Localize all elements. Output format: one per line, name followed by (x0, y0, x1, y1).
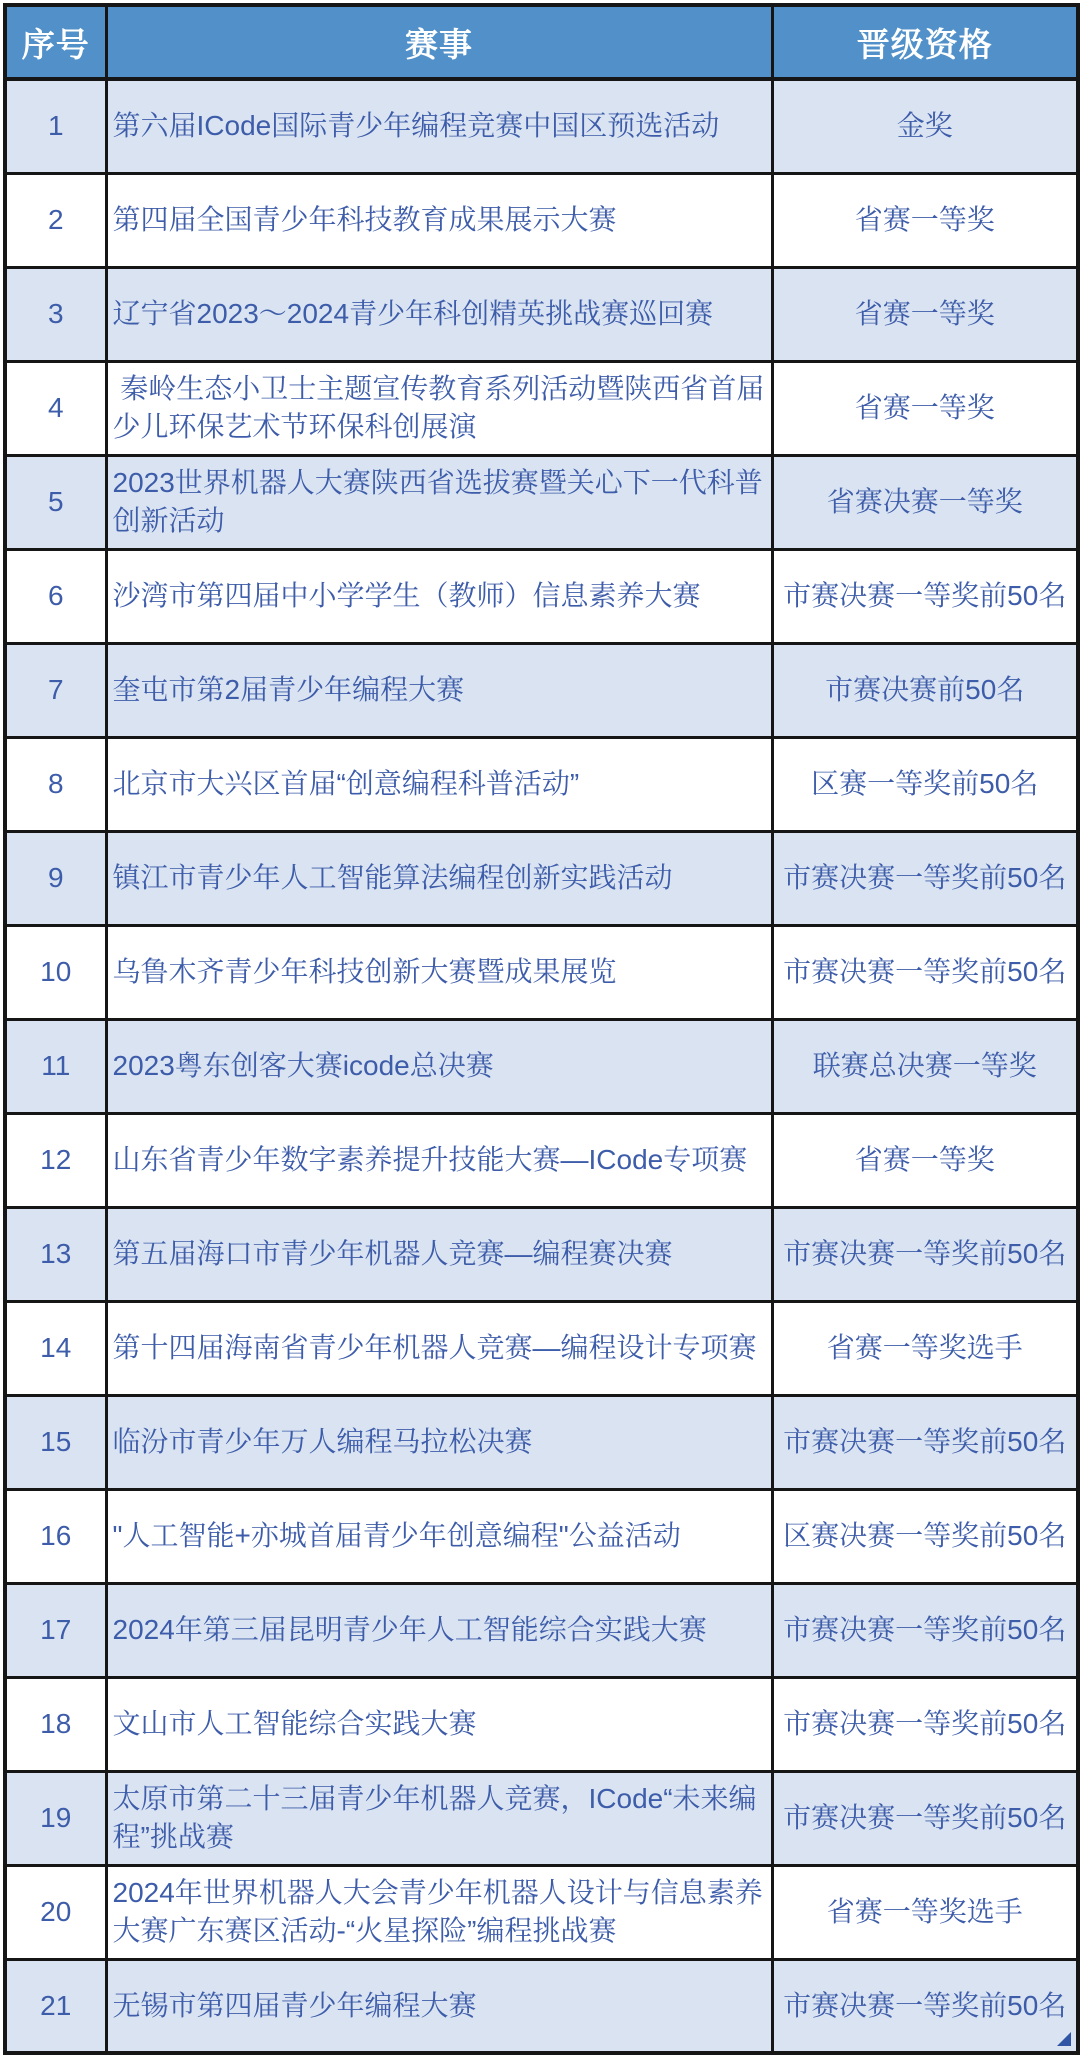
row-index-cell: 14 (5, 1301, 106, 1395)
table-row (5, 1959, 1078, 2053)
table-body (5, 79, 1078, 2053)
event-name-cell: 第六届ICode国际青少年编程竞赛中国区预选活动 (106, 79, 772, 173)
header-cell-index: 序号 (5, 5, 106, 79)
qualification-cell: 市赛决赛一等奖前50名 (772, 1677, 1078, 1771)
event-name-cell: 山东省青少年数字素养提升技能大赛—ICode专项赛 (106, 1113, 772, 1207)
event-name-cell: 无锡市第四届青少年编程大赛 (106, 1959, 772, 2053)
table-row (5, 925, 1078, 1019)
qualification-cell: 区赛一等奖前50名 (772, 737, 1078, 831)
row-index-cell: 6 (5, 549, 106, 643)
row-index-cell: 12 (5, 1113, 106, 1207)
row-index-cell: 20 (5, 1865, 106, 1959)
event-name-cell: 第五届海口市青少年机器人竞赛—编程赛决赛 (106, 1207, 772, 1301)
table-row (5, 737, 1078, 831)
row-index-cell: 4 (5, 361, 106, 455)
table-row (5, 1113, 1078, 1207)
table-row (5, 1207, 1078, 1301)
table-row (5, 455, 1078, 549)
qualification-cell: 省赛一等奖 (772, 267, 1078, 361)
event-name-cell: 2023粤东创客大赛icode总决赛 (106, 1019, 772, 1113)
table-row (5, 1771, 1078, 1865)
event-name-cell: 镇江市青少年人工智能算法编程创新实践活动 (106, 831, 772, 925)
table-row (5, 1395, 1078, 1489)
qualification-cell: 省赛一等奖 (772, 173, 1078, 267)
event-name-cell: "人工智能+亦城首届青少年创意编程"公益活动 (106, 1489, 772, 1583)
table-header (5, 5, 1078, 79)
row-index-cell: 9 (5, 831, 106, 925)
qualification-cell: 省赛一等奖 (772, 361, 1078, 455)
qualification-cell: 金奖 (772, 79, 1078, 173)
qualification-cell: 区赛决赛一等奖前50名 (772, 1489, 1078, 1583)
table-row (5, 643, 1078, 737)
qualification-cell: 市赛决赛一等奖前50名 (772, 1771, 1078, 1865)
row-index-cell: 1 (5, 79, 106, 173)
row-index-cell: 18 (5, 1677, 106, 1771)
row-index-cell: 10 (5, 925, 106, 1019)
row-index-cell: 17 (5, 1583, 106, 1677)
row-index-cell: 19 (5, 1771, 106, 1865)
qualification-cell: 省赛一等奖选手 (772, 1301, 1078, 1395)
event-name-cell: 秦岭生态小卫士主题宣传教育系列活动暨陕西省首届少儿环保艺术节环保科创展演 (106, 361, 772, 455)
row-index-cell: 7 (5, 643, 106, 737)
event-name-cell: 第四届全国青少年科技教育成果展示大赛 (106, 173, 772, 267)
qualification-cell: 联赛总决赛一等奖 (772, 1019, 1078, 1113)
qualification-cell: 省赛一等奖选手 (772, 1865, 1078, 1959)
event-name-cell: 2024年第三届昆明青少年人工智能综合实践大赛 (106, 1583, 772, 1677)
qualification-cell: 市赛决赛一等奖前50名 (772, 549, 1078, 643)
row-index-cell: 13 (5, 1207, 106, 1301)
row-index-cell: 5 (5, 455, 106, 549)
table-row (5, 1489, 1078, 1583)
table-row (5, 267, 1078, 361)
row-index-cell: 2 (5, 173, 106, 267)
table-row (5, 1677, 1078, 1771)
event-name-cell: 北京市大兴区首届“创意编程科普活动” (106, 737, 772, 831)
header-row (5, 5, 1078, 79)
event-name-cell: 沙湾市第四届中小学学生（教师）信息素养大赛 (106, 549, 772, 643)
event-name-cell: 2023世界机器人大赛陕西省选拔赛暨关心下一代科普创新活动 (106, 455, 772, 549)
event-name-cell: 第十四届海南省青少年机器人竞赛—编程设计专项赛 (106, 1301, 772, 1395)
row-index-cell: 11 (5, 1019, 106, 1113)
qualification-cell: 省赛一等奖 (772, 1113, 1078, 1207)
row-index-cell: 15 (5, 1395, 106, 1489)
qualification-cell: 市赛决赛一等奖前50名 (772, 925, 1078, 1019)
table-row (5, 79, 1078, 173)
table-row (5, 549, 1078, 643)
table-row (5, 1019, 1078, 1113)
row-index-cell: 3 (5, 267, 106, 361)
table-row (5, 1865, 1078, 1959)
competition-qualification-table (3, 3, 1080, 2055)
qualification-cell: 市赛决赛前50名 (772, 643, 1078, 737)
event-name-cell: 乌鲁木齐青少年科技创新大赛暨成果展览 (106, 925, 772, 1019)
qualification-cell: 市赛决赛一等奖前50名 (772, 1959, 1078, 2053)
table-row (5, 1583, 1078, 1677)
row-index-cell: 8 (5, 737, 106, 831)
header-cell-qualification: 晋级资格 (772, 5, 1078, 79)
event-name-cell: 奎屯市第2届青少年编程大赛 (106, 643, 772, 737)
table-row (5, 361, 1078, 455)
table-row (5, 831, 1078, 925)
qualification-cell: 市赛决赛一等奖前50名 (772, 831, 1078, 925)
event-name-cell: 文山市人工智能综合实践大赛 (106, 1677, 772, 1771)
qualification-cell: 市赛决赛一等奖前50名 (772, 1583, 1078, 1677)
qualification-cell: 省赛决赛一等奖 (772, 455, 1078, 549)
event-name-cell: 临汾市青少年万人编程马拉松决赛 (106, 1395, 772, 1489)
event-name-cell: 辽宁省2023～2024青少年科创精英挑战赛巡回赛 (106, 267, 772, 361)
row-index-cell: 21 (5, 1959, 106, 2053)
table-row (5, 1301, 1078, 1395)
qualification-cell: 市赛决赛一等奖前50名 (772, 1395, 1078, 1489)
header-cell-event: 赛事 (106, 5, 772, 79)
qualification-cell: 市赛决赛一等奖前50名 (772, 1207, 1078, 1301)
event-name-cell: 2024年世界机器人大会青少年机器人设计与信息素养大赛广东赛区活动-“火星探险”编程挑战赛 (106, 1865, 772, 1959)
event-name-cell: 太原市第二十三届青少年机器人竞赛，ICode“未来编程”挑战赛 (106, 1771, 772, 1865)
table-row (5, 173, 1078, 267)
row-index-cell: 16 (5, 1489, 106, 1583)
